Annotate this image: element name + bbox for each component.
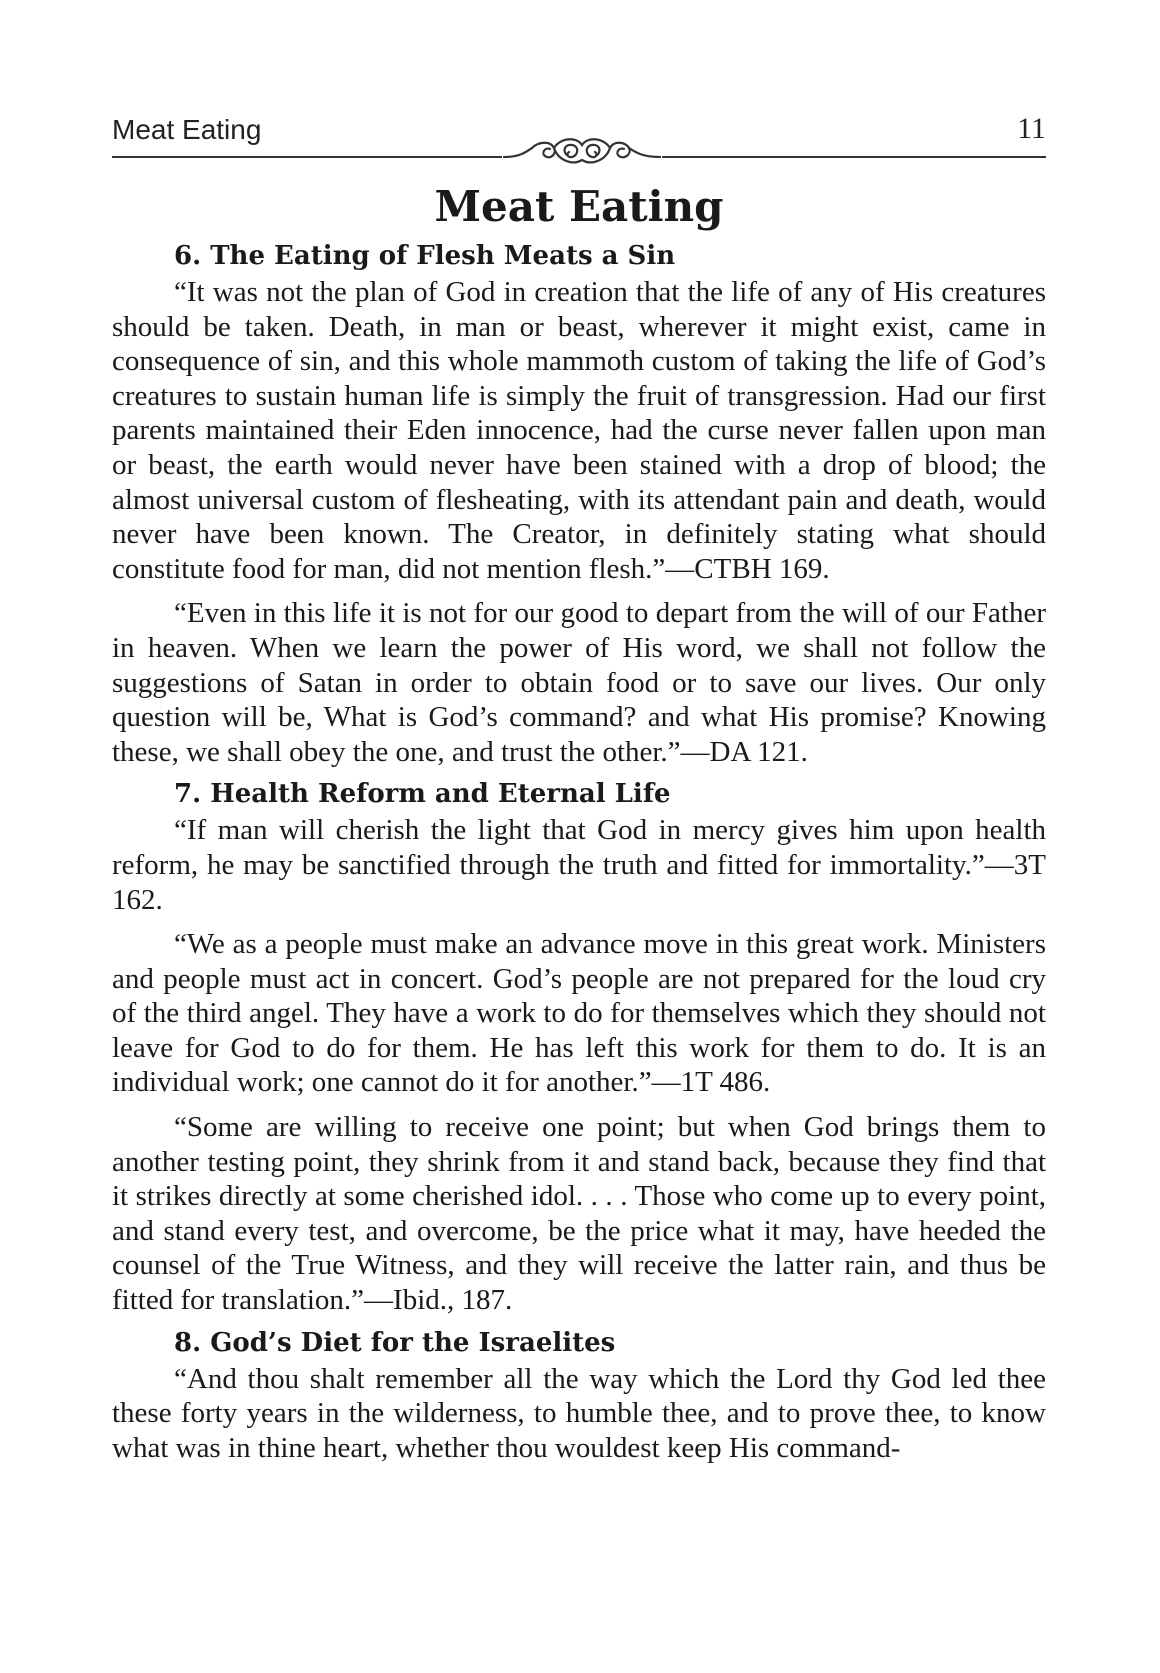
flourish-ornament-icon	[502, 130, 662, 180]
running-header	[112, 112, 1046, 160]
paragraph: “If man will cherish the light that God in mercy gives him upon health reform, he may be sanctified through the truth and fitted for immortality.”—3T 162.	[112, 814, 1046, 916]
paragraph: “It was not the plan of God in creation that the life of any of His creatures should be taken. Death, in man or beast, wherever it might exist, came in consequence of sin, and this whole mammoth custom of taking the life of God’s creatures to sustain human life is simply the fruit of transgression. Had our first parents maintained their Eden innocence, had the curse never fallen upon man or beast, the earth would never have been stained with a drop of blood; the almost universal custom of flesheating, with its attendant pain and death, would never have been known. The Creator, in definitely stating what should constitute food for man, did not mention flesh.”—CTBH 169.	[112, 276, 1046, 585]
running-title: Meat Eating	[112, 114, 262, 145]
section-heading: 6. The Eating of Flesh Meats a Sin	[174, 241, 676, 271]
section-6	[112, 241, 1046, 769]
page-number: 11	[1017, 112, 1046, 145]
chapter-title: Meat Eating	[434, 182, 724, 231]
section-8	[112, 1328, 1046, 1466]
paragraph: “Even in this life it is not for our good to depart from the will of our Father in heaven. When we learn the power of His word, we shall not follow the suggestions of Satan in order to obtain food or to save our lives. Our only question will be, What is God’s command? and what His promise? Knowing these, we shall obey the one, and trust the other.”—DA 121.	[112, 597, 1046, 768]
paragraph: “Some are willing to receive one point; but when God brings them to another testing point, they shrink from it and stand back, because they find that it strikes directly at some cherished idol. . . . Those who come up to every point, and stand every test, and overcome, be the price what it may, have heeded the counsel of the True Witness, and they will receive the latter rain, and thus be fitted for translation.”—Ibid., 187.	[112, 1111, 1046, 1317]
paragraph: “We as a people must make an advance move in this great work. Ministers and people must act in concert. God’s people are not prepared for the loud cry of the third angel. They have a work to do for themselves which they should not leave for God to do for them. He has left this work for them to do. It is an individual work; one cannot do it for another.”—1T 486.	[112, 928, 1046, 1099]
section-7	[112, 779, 1046, 1317]
book-page	[112, 112, 1046, 1475]
section-heading: 8. God’s Diet for the Israelites	[174, 1327, 616, 1358]
section-heading: 7. Health Reform and Eternal Life	[174, 779, 671, 810]
paragraph: “And thou shalt remember all the way which the Lord thy God led thee these forty years in the wilderness, to humble thee, and to prove thee, to know what was in thine heart, whether thou wouldest keep His command-	[112, 1362, 1046, 1464]
